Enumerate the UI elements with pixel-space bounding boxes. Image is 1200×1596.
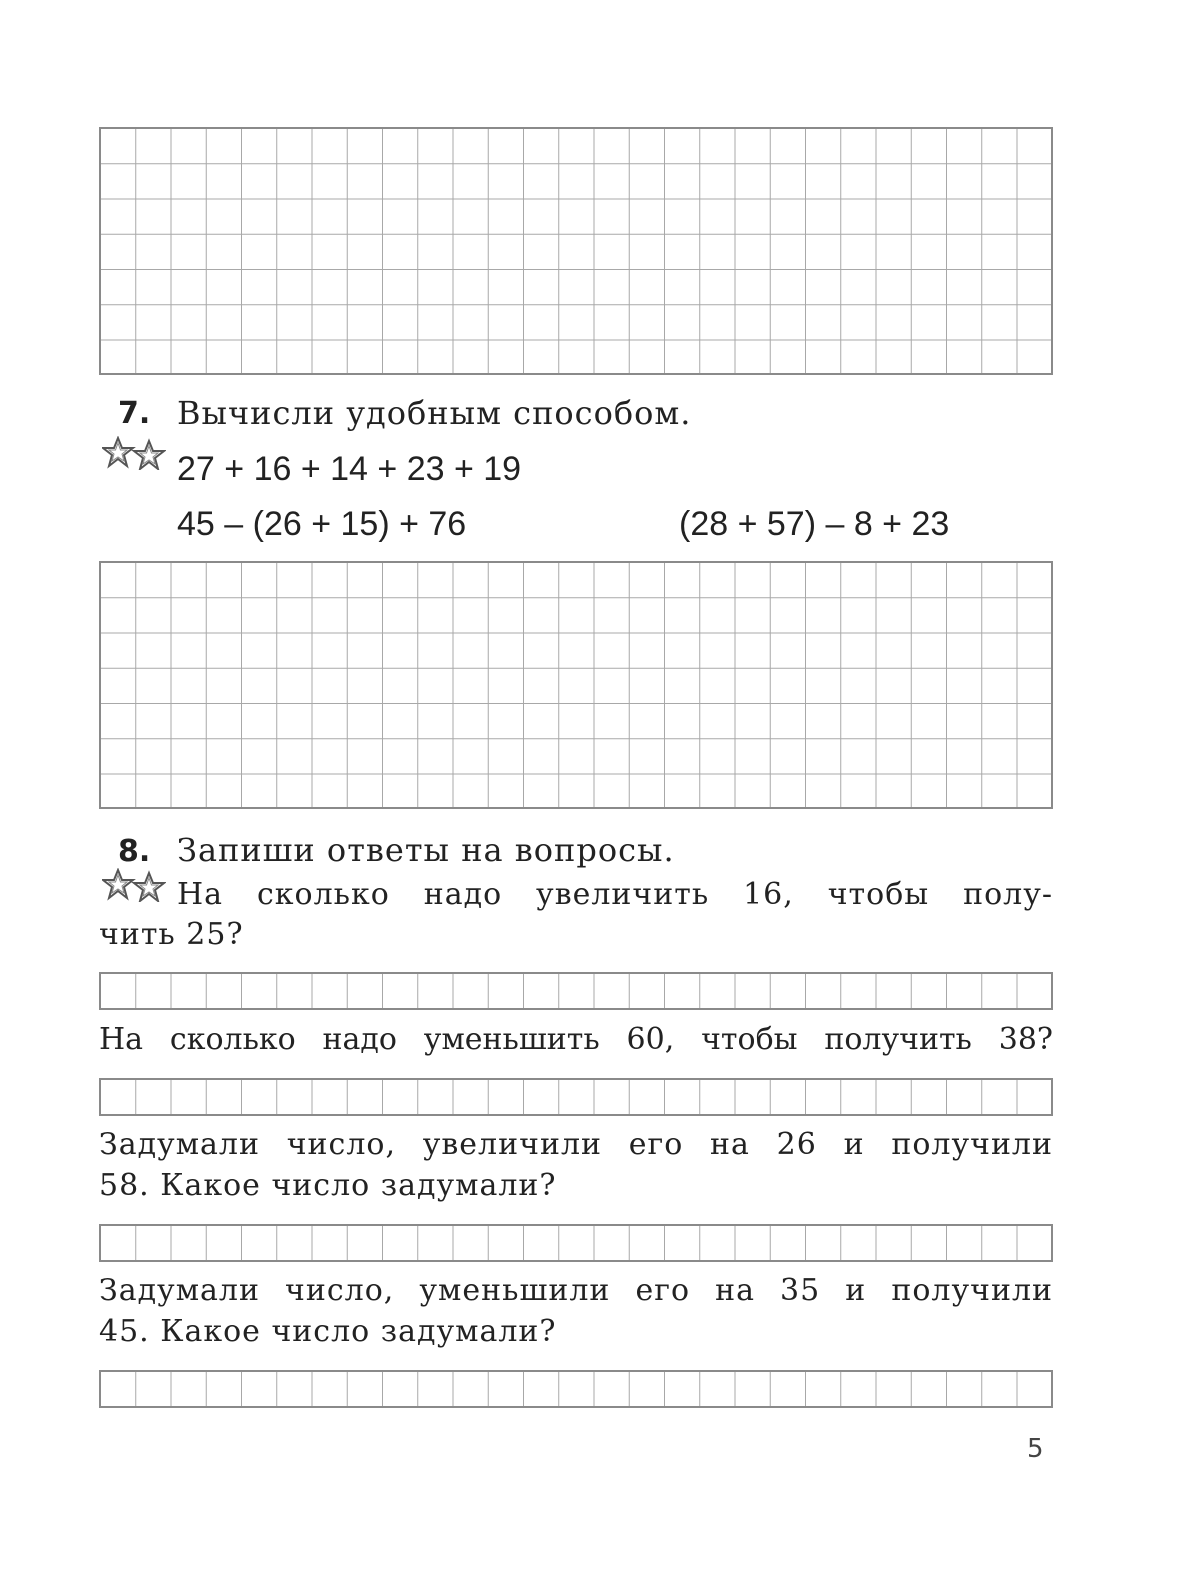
writing-grid-top[interactable]	[99, 127, 1053, 375]
answer-row-4[interactable]	[99, 1370, 1053, 1408]
two-stars-icon	[102, 436, 166, 470]
question-3-line-2: 58. Какое число задумали?	[99, 1168, 557, 1203]
two-stars-icon	[102, 868, 166, 902]
task-8-instruction: Запиши ответы на вопросы.	[177, 831, 675, 869]
task-7-instruction: Вычисли удобным способом.	[177, 394, 692, 432]
answer-row-3[interactable]	[99, 1224, 1053, 1262]
question-4-line-2: 45. Какое число задумали?	[99, 1314, 557, 1349]
writing-grid-task-7[interactable]	[99, 561, 1053, 809]
question-3-line-1: Задумали число, увеличили его на 26 и получили	[99, 1127, 1053, 1162]
question-4-line-1: Задумали число, уменьшили его на 35 и получили	[99, 1273, 1053, 1308]
question-2: На сколько надо уменьшить 60, чтобы получить 38?	[99, 1022, 1053, 1057]
page-number: 5	[1027, 1434, 1044, 1464]
question-1-line-2: чить 25?	[99, 917, 244, 952]
answer-row-1[interactable]	[99, 972, 1053, 1010]
answer-row-2[interactable]	[99, 1078, 1053, 1116]
expression-2: 45 – (26 + 15) + 76	[177, 505, 467, 543]
expression-3: (28 + 57) – 8 + 23	[679, 505, 950, 543]
task-7-number: 7.	[118, 396, 151, 431]
question-1-line-1: На сколько надо увеличить 16, чтобы полу-	[177, 877, 1053, 912]
expression-1: 27 + 16 + 14 + 23 + 19	[177, 450, 522, 488]
task-8-number: 8.	[118, 834, 151, 869]
